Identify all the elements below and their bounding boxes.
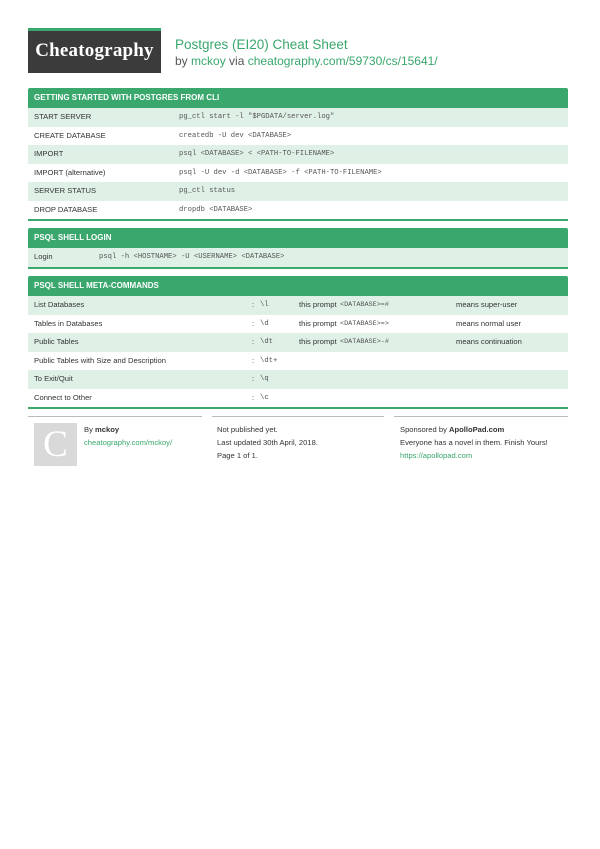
row-label: Connect to Other: [34, 392, 92, 402]
row-command: pg_ctl start -l "$PGDATA/server.log": [179, 113, 335, 121]
footer-updated: Last updated 30th April, 2018.: [217, 438, 318, 447]
page-header: [28, 28, 568, 74]
footer-author[interactable]: mckoy: [95, 425, 120, 434]
table-row: [28, 352, 568, 371]
table-row: [28, 333, 568, 352]
row-command: psql -U dev -d <DATABASE> -f <PATH-TO-FILENAME>: [179, 168, 382, 177]
row-meaning: means continuation: [456, 337, 522, 346]
footer-page-number: Page 1 of 1.: [217, 451, 258, 460]
row-separator: :: [252, 374, 255, 383]
row-command: \q: [260, 375, 269, 383]
row-command: psql -h <HOSTNAME> -U <USERNAME> <DATABASE>: [99, 253, 285, 261]
logo-text: Cheatography: [35, 40, 154, 61]
cheatography-logo[interactable]: [28, 28, 161, 73]
row-prompt-code: <DATABASE>=>: [340, 319, 389, 328]
row-command: \dt: [260, 338, 273, 346]
row-separator: :: [252, 337, 255, 346]
row-label: Public Tables with Size and Description: [34, 355, 166, 365]
footer-divider: [394, 416, 568, 417]
row-label: To Exit/Quit: [34, 374, 73, 383]
row-prompt-code: <DATABASE>-#: [340, 338, 389, 346]
footer-sponsored-by: Sponsored by: [400, 425, 447, 434]
byline: [175, 53, 438, 69]
sheet-url-link[interactable]: cheatography.com/59730/cs/15641/: [247, 54, 438, 68]
footer-sponsor-url[interactable]: https://apollopad.com: [400, 451, 473, 460]
author-link[interactable]: mckoy: [191, 54, 226, 68]
row-command: psql <DATABASE> < <PATH-TO-FILENAME>: [179, 150, 335, 158]
byline-by: by: [175, 54, 188, 68]
row-label: CREATE DATABASE: [34, 130, 106, 140]
row-meaning: means super-user: [456, 300, 518, 309]
title-block: [175, 37, 438, 69]
table-row: [28, 315, 568, 334]
sheet-title: Postgres (EI20) Cheat Sheet: [175, 37, 348, 52]
table-row: [28, 389, 568, 408]
row-prompt-text: this prompt: [299, 318, 337, 328]
footer-author-line: [84, 423, 119, 436]
row-command: dropdb <DATABASE>: [179, 205, 253, 214]
row-label: START SERVER: [34, 112, 92, 121]
table-row: [28, 127, 568, 146]
row-label: SERVER STATUS: [34, 186, 97, 195]
row-prompt-text: this prompt: [299, 337, 337, 346]
row-prompt-code: <DATABASE>=#: [340, 301, 389, 309]
table-row: [28, 164, 568, 183]
footer-sponsor-tagline: Everyone has a novel in them. Finish Yours!: [400, 438, 548, 447]
footer-divider: [28, 416, 202, 417]
table-row: [28, 182, 568, 201]
row-label: IMPORT: [34, 149, 64, 158]
footer-sponsor-line: [400, 423, 504, 436]
row-separator: :: [252, 318, 255, 328]
section-title: PSQL SHELL META-COMMANDS: [28, 276, 568, 296]
row-label: Login: [34, 252, 53, 261]
row-command: createdb -U dev <DATABASE>: [179, 131, 292, 140]
section-title: PSQL SHELL LOGIN: [28, 228, 568, 248]
section-getting-started: [28, 88, 568, 221]
row-separator: :: [252, 355, 255, 365]
table-row: [28, 145, 568, 164]
row-command: \dt+: [260, 356, 278, 365]
footer-by: By: [84, 425, 93, 434]
row-separator: :: [252, 300, 255, 309]
avatar-letter: C: [43, 424, 68, 465]
byline-via: via: [229, 54, 245, 68]
footer-divider: [212, 416, 384, 417]
row-prompt-text: this prompt: [299, 300, 337, 309]
table-row: [28, 201, 568, 220]
row-command: \c: [260, 393, 269, 402]
row-label: Public Tables: [34, 337, 79, 346]
section-meta-commands: [28, 276, 568, 409]
row-label: List Databases: [34, 300, 85, 309]
row-label: IMPORT (alternative): [34, 167, 106, 177]
footer-published: Not published yet.: [217, 425, 278, 434]
row-command: pg_ctl status: [179, 187, 236, 195]
row-command: \d: [260, 319, 269, 328]
avatar[interactable]: [34, 423, 77, 466]
table-row: [28, 248, 568, 267]
section-title: GETTING STARTED WITH POSTGRES FROM CLI: [28, 88, 568, 108]
row-label: DROP DATABASE: [34, 204, 98, 214]
footer-sponsor[interactable]: ApolloPad.com: [449, 425, 505, 434]
page-footer: [28, 416, 568, 476]
table-row: [28, 296, 568, 315]
row-command: \l: [260, 301, 269, 309]
row-separator: :: [252, 392, 255, 402]
table-row: [28, 108, 568, 127]
footer-author-url[interactable]: cheatography.com/mckoy/: [84, 438, 173, 447]
table-row: [28, 370, 568, 389]
section-psql-login: [28, 228, 568, 269]
row-label: Tables in Databases: [34, 318, 103, 328]
row-meaning: means normal user: [456, 318, 521, 328]
